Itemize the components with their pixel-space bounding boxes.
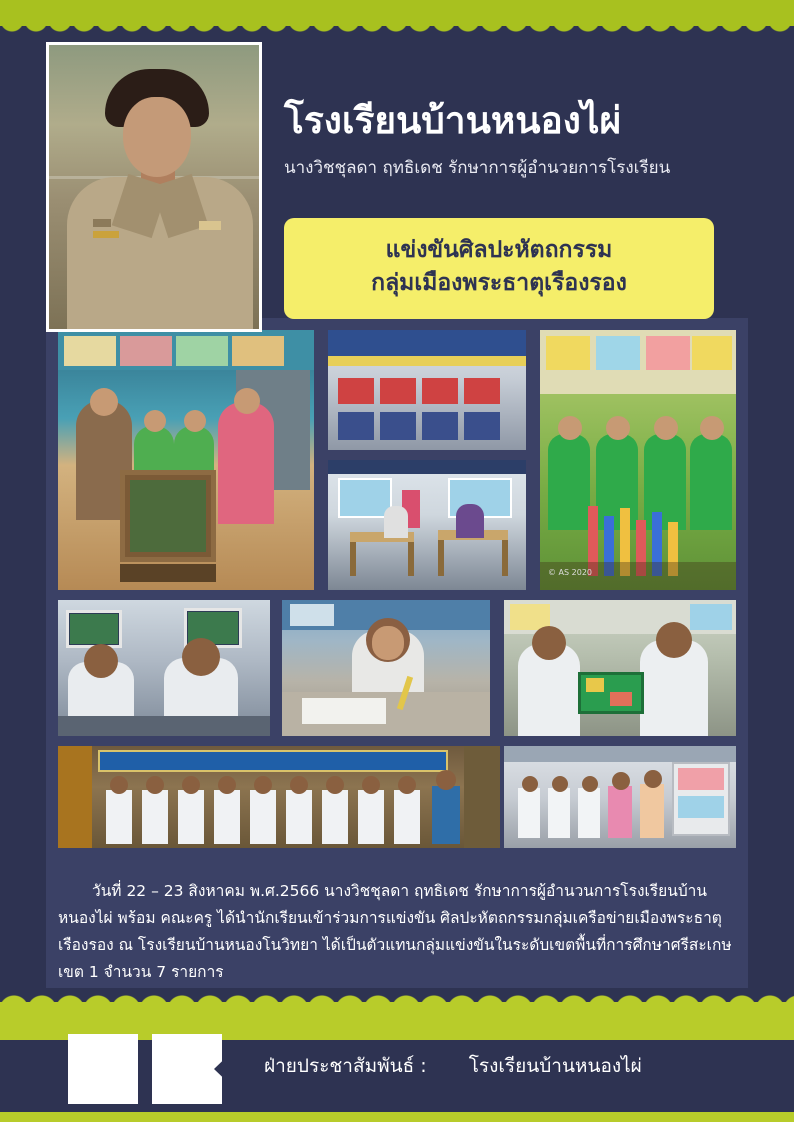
footer-logo-box-2 (152, 1034, 222, 1104)
event-banner (284, 218, 714, 319)
photo-group-classroom (504, 746, 736, 848)
photo-exam-room (328, 460, 526, 590)
caption-text: วันที่ 22 – 23 สิงหาคม พ.ศ.2566 นางวิชชุลดา ฤทธิเดช รักษาการผู้อำนวนการโรงเรียนบ้านหนองไผ่ พร้อม คณะครู ได้นำนักเรียนเข้าร่วมการแข่งขัน ศิลปะหัตถกรรมกลุ่มเครือข่ายเมืองพระธาตุเรืองรอง ณ โรงเรียนบ้านหนองโนวิทยา ได้เป็นตัวแทนกลุ่มแข่งขันในระดับเขตพื้นที่การศึกษาศรีสะเกษเขต 1 จำนวน 7 รายการ (58, 882, 732, 982)
photo-group-stage (58, 746, 500, 848)
photo-classroom-teachers-students-model (58, 330, 314, 590)
photo-student-drawing (282, 600, 490, 736)
event-banner-line-1: แข่งขันศิลปะหัตถกรรม (385, 237, 613, 263)
title-block (284, 100, 770, 179)
footer-arrow-tip (214, 1046, 238, 1092)
photo-students-painting (504, 600, 736, 736)
header (0, 40, 794, 320)
gallery-watermark: © AS 2020 (548, 568, 592, 577)
footer-label: ฝ่ายประชาสัมพันธ์ : (264, 1055, 427, 1077)
footer-logo-box-1 (68, 1034, 138, 1104)
photo-computer-lab (58, 600, 270, 736)
director-subtitle: นางวิชชุลดา ฤทธิเดช รักษาการผู้อำนวยการโรงเรียน (284, 157, 671, 178)
top-scallop-edge (0, 20, 794, 36)
event-banner-line-2: กลุ่มเมืองพระธาตุเรืองรอง (371, 270, 627, 297)
photo-students-with-toy-display (540, 330, 736, 590)
footer-value: โรงเรียนบ้านหนองไผ่ (468, 1055, 642, 1077)
photo-competition-hall (328, 330, 526, 450)
footer (0, 1002, 794, 1122)
page-title: โรงเรียนบ้านหนองไผ่ (284, 99, 622, 142)
footer-credit (264, 1051, 642, 1081)
caption-block (58, 878, 748, 987)
director-portrait (46, 42, 262, 332)
